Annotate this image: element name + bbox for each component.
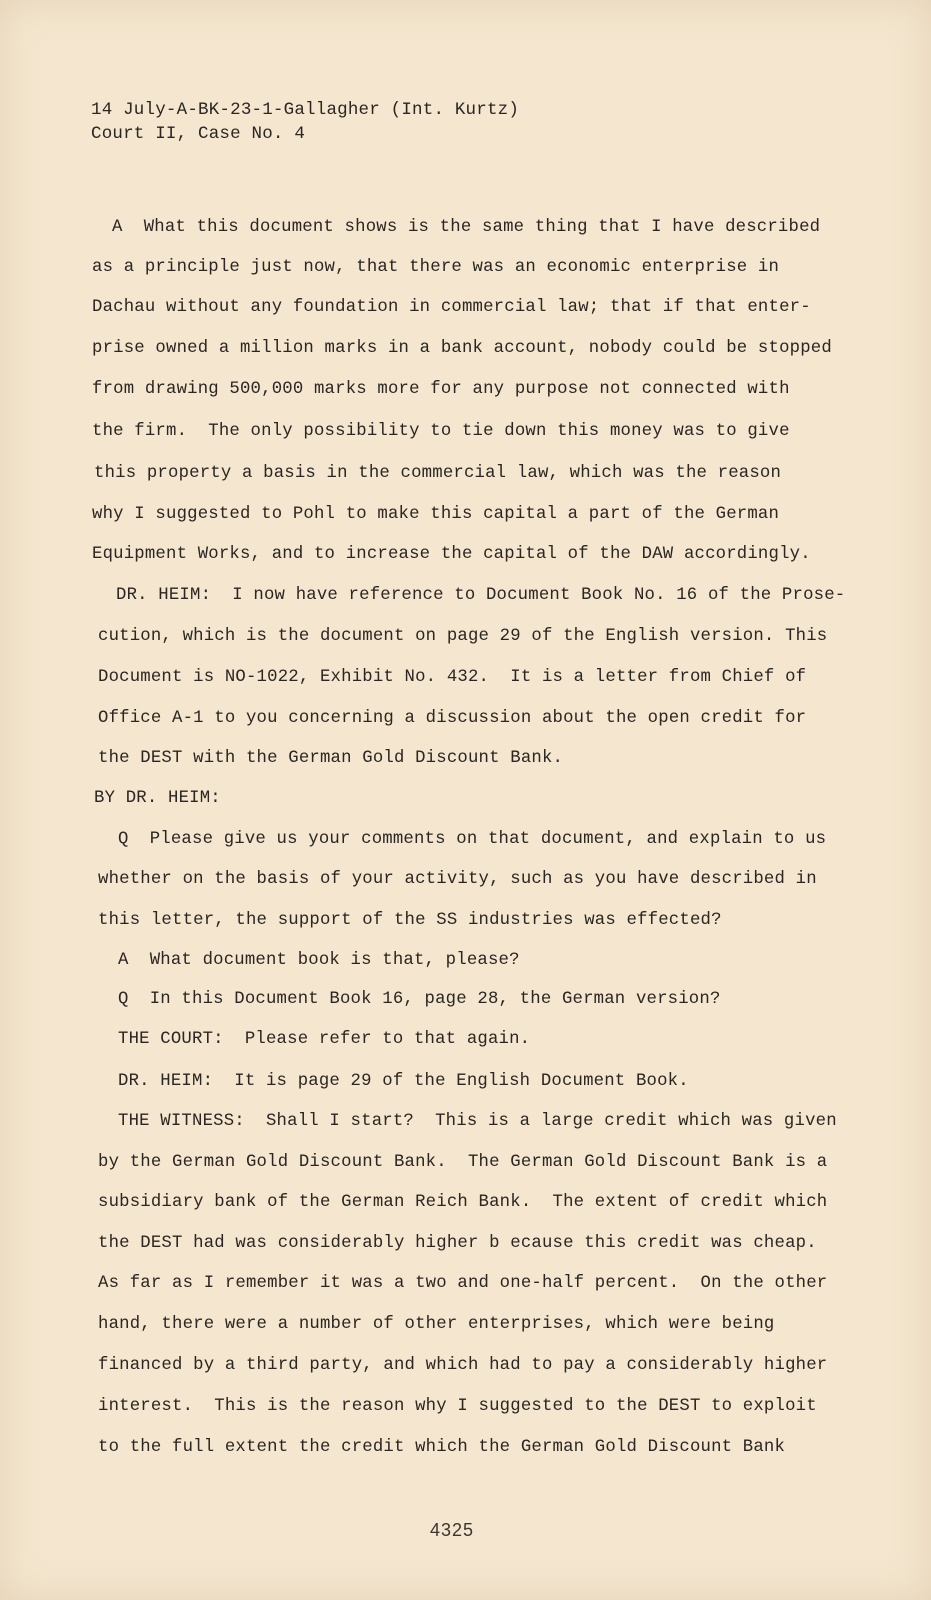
transcript-line: from drawing 500,000 marks more for any purpose not connected with	[92, 380, 790, 399]
transcript-line: this letter, the support of the SS industries was effected?	[98, 911, 722, 930]
transcript-line: cution, which is the document on page 29 of the English version. This	[98, 627, 828, 646]
transcript-line: A What document book is that, please?	[118, 951, 520, 970]
document-header	[91, 98, 519, 146]
transcript-line: DR. HEIM: It is page 29 of the English Document Book.	[118, 1072, 689, 1091]
transcript-line: A What this document shows is the same thing that I have described	[112, 218, 821, 237]
transcript-line: as a principle just now, that there was an economic enterprise in	[92, 258, 780, 277]
header-case-line: Court II, Case No. 4	[91, 124, 306, 144]
transcript-line: why I suggested to Pohl to make this capital a part of the German	[92, 505, 780, 524]
transcript-line: subsidiary bank of the German Reich Bank. The extent of credit which	[98, 1193, 828, 1212]
transcript-line: Q In this Document Book 16, page 28, the German version?	[118, 990, 721, 1009]
transcript-line: the DEST had was considerably higher b ecause this credit was cheap.	[98, 1234, 817, 1253]
transcript-line: Document is NO-1022, Exhibit No. 432. It is a letter from Chief of	[98, 668, 807, 687]
transcript-line: DR. HEIM: I now have reference to Document Book No. 16 of the Prose-	[116, 586, 846, 605]
page-number: 4325	[430, 1520, 475, 1540]
transcript-line: Office A-1 to you concerning a discussion about the open credit for	[98, 709, 807, 728]
transcript-line: prise owned a million marks in a bank account, nobody could be stopped	[92, 339, 832, 358]
transcript-line: whether on the basis of your activity, such as you have described in	[98, 870, 817, 889]
transcript-line: the DEST with the German Gold Discount Bank.	[98, 749, 564, 768]
transcript-line: this property a basis in the commercial law, which was the reason	[94, 464, 782, 483]
transcript-line: As far as I remember it was a two and one-half percent. On the other	[98, 1274, 828, 1293]
header-reference-line: 14 July-A-BK-23-1-Gallagher (Int. Kurtz)	[91, 100, 520, 120]
transcript-line: Equipment Works, and to increase the capital of the DAW accordingly.	[92, 545, 811, 564]
transcript-line: to the full extent the credit which the German Gold Discount Bank	[98, 1438, 786, 1457]
transcript-line: interest. This is the reason why I suggested to the DEST to exploit	[98, 1397, 817, 1416]
transcript-line: financed by a third party, and which had to pay a considerably higher	[98, 1356, 828, 1375]
transcript-line: by the German Gold Discount Bank. The German Gold Discount Bank is a	[98, 1153, 828, 1172]
transcript-line: Q Please give us your comments on that document, and explain to us	[118, 830, 827, 849]
transcript-line: THE COURT: Please refer to that again.	[118, 1030, 531, 1049]
transcript-line: Dachau without any foundation in commercial law; that if that enter-	[92, 298, 811, 317]
transcript-line: THE WITNESS: Shall I start? This is a large credit which was given	[118, 1112, 837, 1131]
transcript-line: hand, there were a number of other enterprises, which were being	[98, 1315, 775, 1334]
transcript-line: BY DR. HEIM:	[94, 789, 221, 808]
transcript-line: the firm. The only possibility to tie down this money was to give	[92, 422, 790, 441]
